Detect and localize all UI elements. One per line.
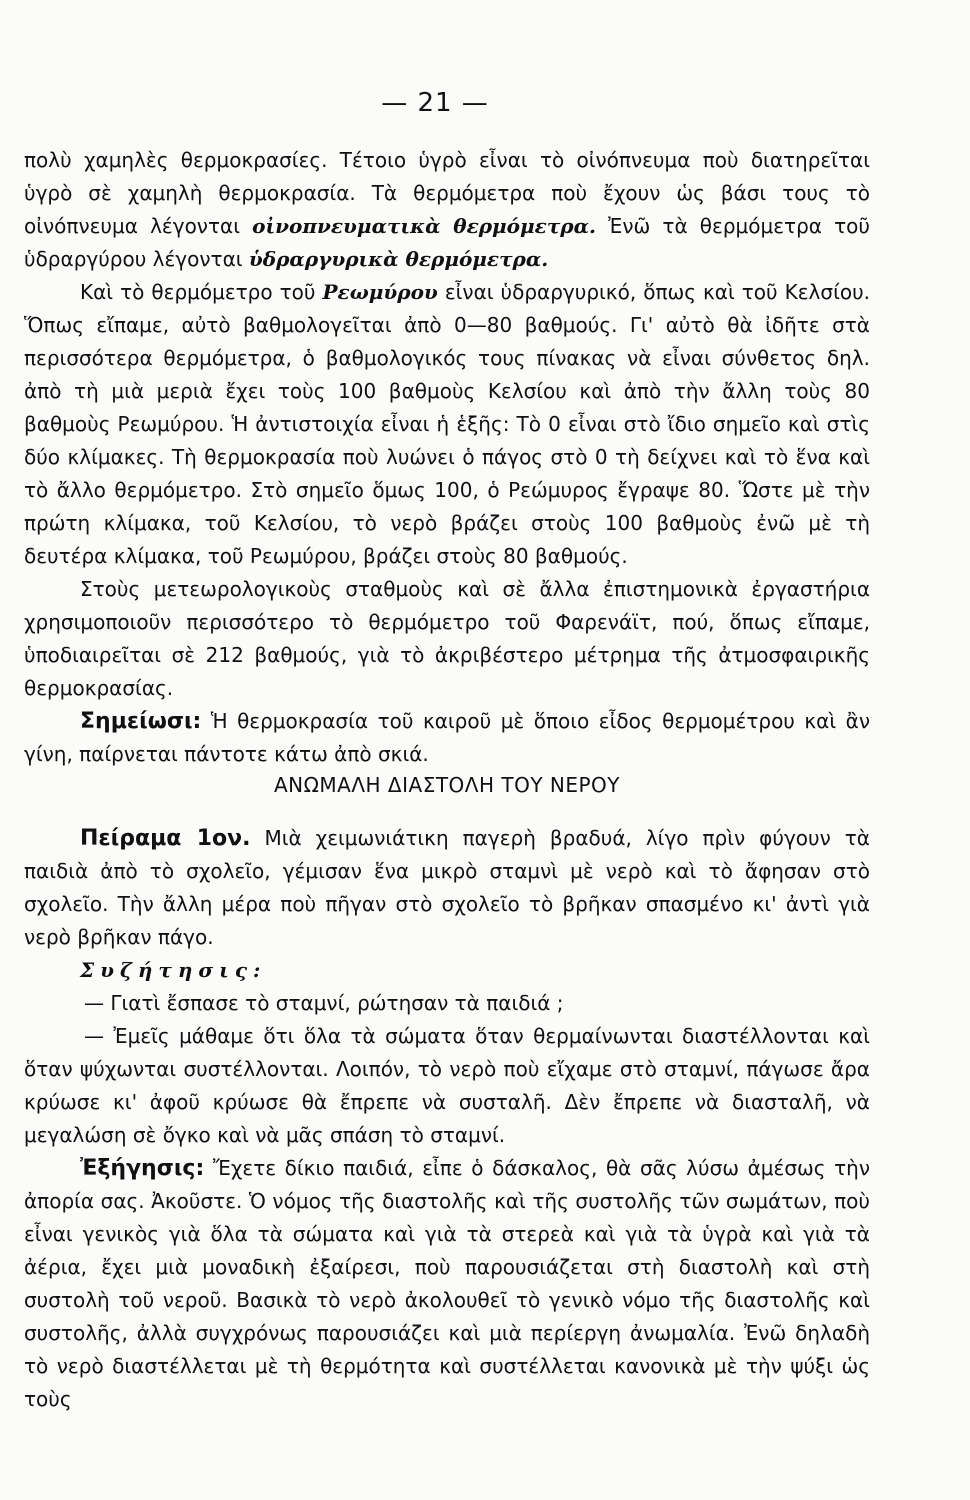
paragraph-note [24, 705, 870, 771]
dialogue-question: — Γιατὶ ἔσπασε τὸ σταμνί, ρώτησαν τὰ παιδιά ; [84, 991, 564, 1015]
discussion-heading [24, 954, 870, 987]
term-reaumur: Ρεωμύρου [322, 280, 438, 304]
section-thermometers [24, 144, 870, 771]
paragraph-reaumur [24, 276, 870, 573]
paragraph-fahrenheit: Στοὺς μετεωρολογικοὺς σταθμοὺς καὶ σὲ ἄλλα ἐπιστημονικὰ ἐργαστήρια χρησιμοποιοῦν περισσότερο τὸ θερμόμετρο τοῦ Φαρενάϊτ, πού, ὅπως εἴπαμε, ὑποδιαιρεῖται σὲ 212 βαθμούς, γιὰ τὸ ἀκριβέστερο μέτρημα τῆς ἀτμοσφαιρικῆς θερμοκρασίας. [24, 577, 870, 700]
page-number: — 21 — [381, 88, 489, 118]
paragraph-text: πολὺ χαμηλὲς θερμοκρασίες. Τέτοιο ὑγρὸ εἶναι τὸ οἰνόπνευμα ποὺ διατηρεῖται ὑγρὸ σὲ χαμηλὴ θερμοκρασία. Τὰ θερμόμετρα ποὺ ἔχουν ὡς βάσι τους τὸ οἰνόπνευμα λέγονται [24, 148, 870, 238]
term-alcohol-thermometers: οἰνοπνευματικὰ θερμόμετρα. [252, 214, 596, 238]
note-label: Σημείωσι: [80, 709, 202, 734]
discussion-label: Συζήτησις: [80, 958, 267, 982]
experiment-text: Μιὰ χειμωνιάτικη παγερὴ βραδυά, λίγο πρὶν φύγουν τὰ παιδιὰ ἀπὸ τὸ σχολεῖο, γέμισαν ἕνα μικρὸ σταμνὶ μὲ νερὸ καὶ τὸ ἄφησαν στὸ σχολεῖο. Τὴν ἄλλη μέρα ποὺ πῆγαν στὸ σχολεῖο τὸ βρῆκαν σπασμένο κι' ἀντὶ γιὰ νερὸ βρῆκαν πάγο. [24, 826, 870, 949]
dialogue-answer: — Ἐμεῖς μάθαμε ὅτι ὅλα τὰ σώματα ὅταν θερμαίνωνται διαστέλλονται καὶ ὅταν ψύχωνται συστέλλονται. Λοιπόν, τὸ νερὸ ποὺ εἴχαμε στὸ σταμνί, πάγωσε ἄρα κρύωσε κι' ἀφοῦ κρύωσε θὰ ἔπρεπε νὰ συσταλῆ. Δὲν ἔπρεπε νὰ διασταλῆ, νὰ μεγαλώση σὲ ὄγκο καὶ νὰ μᾶς σπάση τὸ σταμνί. [24, 1024, 870, 1147]
paragraph-text: Ἐνῶ τὰ θερμόμετρα τοῦ ὑδραργύρου λέγονται [24, 214, 870, 271]
paragraph-text: εἶναι ὑδραργυρικό, ὅπως καὶ τοῦ Κελσίου. Ὅπως εἴπαμε, αὐτὸ βαθμολογεῖται ἀπὸ 0—80 βαθμούς. Γι' αὐτὸ θὰ ἰδῆτε στὰ περισσότερα θερμόμετρα, ὁ βαθμολογικός τους πίνακας νὰ εἶναι σύνθετος δηλ. ἀπὸ τὴ μιὰ μεριὰ ἔχει τοὺς 100 βαθμοὺς Κελσίου καὶ ἀπὸ τὴν ἄλλη τοὺς 80 βαθμοὺς Ρεωμύρου. Ἡ ἀντιστοιχία εἶναι ἡ ἑξῆς: Τὸ 0 εἶναι στὸ ἴδιο σημεῖο καὶ στὶς δύο κλίμακες. Τὴ θερμοκρασία ποὺ λυώνει ὁ πάγος στὸ 0 τὴ δείχνει καὶ τὸ ἕνα καὶ τὸ ἄλλο θερμόμετρο. Στὸ σημεῖο ὅμως 100, ὁ Ρεώμυρος ἔγραψε 80. Ὥστε μὲ τὴν πρώτη κλίμακα, τοῦ Κελσίου, τὸ νερὸ βράζει στοὺς 100 βαθμοὺς ἐνῶ μὲ τὴ δευτέρα κλίμακα, τοῦ Ρεωμύρου, βράζει στοὺς 80 βαθμούς. [24, 280, 871, 568]
paragraph-experiment [24, 822, 870, 954]
experiment-label: Πείραμα 1ον. [80, 826, 251, 851]
term-mercury-thermometers: ὑδραργυρικὰ θερμόμετρα. [248, 247, 549, 271]
paragraph-alcohol-thermometers [24, 144, 870, 276]
paragraph-text: Καὶ τὸ θερμόμετρο τοῦ [80, 280, 323, 304]
note-text: Ἡ θερμοκρασία τοῦ καιροῦ μὲ ὅποιο εἶδος θερμομέτρου καὶ ἂν γίνη, παίρνεται πάντοτε κάτω ἀπὸ σκιά. [24, 709, 870, 766]
section-water-expansion [24, 822, 870, 1416]
explanation-text: Ἔχετε δίκιο παιδιά, εἶπε ὁ δάσκαλος, θὰ σᾶς λύσω ἀμέσως τὴν ἀπορία σας. Ἀκοῦστε. Ὁ νόμος τῆς διαστολῆς καὶ τῆς συστολῆς τῶν σωμάτων, ποὺ εἶναι γενικὸς γιὰ ὅλα τὰ σώματα καὶ γιὰ τὰ στερεὰ καὶ γιὰ τὰ ὑγρὰ καὶ γιὰ τὰ ἀέρια, ἔχει μιὰ μοναδικὴ ἐξαίρεσι, ποὺ παρουσιάζεται στὴ διαστολὴ καὶ στὴ συστολὴ τοῦ νεροῦ. Βασικὰ τὸ νερὸ ἀκολουθεῖ τὸ γενικὸ νόμο τῆς διαστολῆς καὶ συστολῆς, ἀλλὰ συγχρόνως παρουσιάζει καὶ μιὰ περίεργη ἀνωμαλία. Ἐνῶ δηλαδὴ τὸ νερὸ διαστέλλεται μὲ τὴ θερμότητα καὶ συστέλλεται κανονικὰ μὲ τὴν ψύξι ὡς τοὺς [24, 1156, 870, 1411]
explanation-label: Ἐξήγησις: [80, 1156, 205, 1181]
paragraph-explanation [24, 1152, 870, 1416]
section-heading: ΑΝΩΜΑΛΗ ΔΙΑΣΤΟΛΗ ΤΟΥ ΝΕΡΟΥ [273, 773, 621, 797]
